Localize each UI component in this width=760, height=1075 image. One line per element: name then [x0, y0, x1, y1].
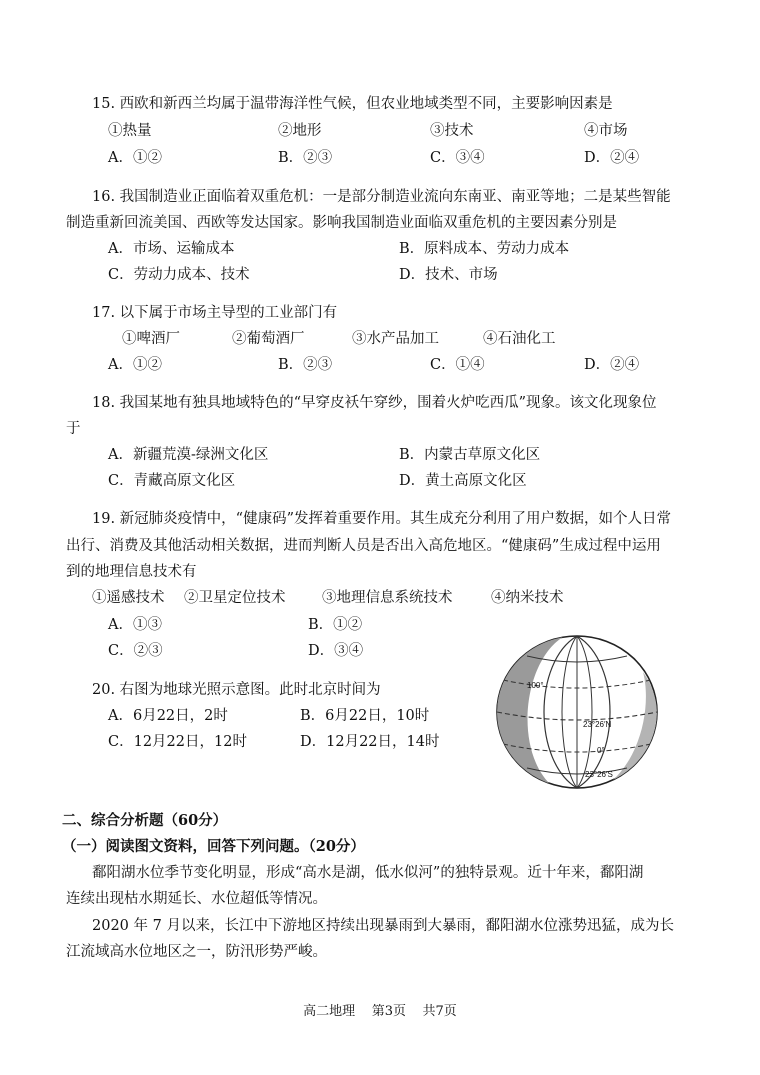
q16-stem-line1: 16. 我国制造业正面临着双重危机：一是部分制造业流向东南亚、南亚等地；二是某些智能 [92, 189, 671, 205]
passage-p1-line2: 连续出现枯水期延长、水位超低等情况。 [66, 891, 327, 907]
page-footer [0, 1000, 760, 1019]
passage-p2-line1: 2020 年 7 月以来，长江中下游地区持续出现暴雨到大暴雨，鄱阳湖水位涨势迅猛，成为长 [92, 918, 674, 934]
section2-title: 二、综合分析题（60分） [62, 812, 228, 829]
q15-stem: 15. 西欧和新西兰均属于温带海洋性气候，但农业地域类型不同，主要影响因素是 [92, 96, 613, 112]
passage-p1-line1: 鄱阳湖水位季节变化明显，形成“高水是湖，低水似河”的独特景观。近十年来，鄱阳湖 [92, 865, 644, 881]
earth-illumination-diagram [493, 632, 663, 792]
tropic-of-cancer-label: 23°26′N [583, 720, 612, 729]
q16-stem-line2: 制造重新回流美国、西欧等发达国家。影响我国制造业面临双重危机的主要因素分别是 [66, 215, 617, 231]
q17-item-1: ①啤酒厂 [122, 331, 180, 347]
q15-item-1: ①热量 [108, 123, 152, 139]
q20-option-b: B．6月22日，10时 [300, 708, 430, 724]
equator-label: 0° [597, 746, 605, 755]
q17-option-b: B．②③ [278, 357, 333, 373]
q15-item-4: ④市场 [584, 123, 628, 139]
q16-option-c: C．劳动力成本、技术 [108, 267, 250, 283]
q17-stem: 17. 以下属于市场主导型的工业部门有 [92, 305, 338, 321]
section2-part1-title: （一）阅读图文资料，回答下列问题。（20分） [62, 838, 365, 855]
q16-option-d: D．技术、市场 [399, 267, 498, 283]
q18-option-a: A．新疆荒漠-绿洲文化区 [108, 447, 269, 463]
q19-stem-line2: 出行、消费及其他活动相关数据，进而判断人员是否出入高危地区。“健康码”生成过程中运用 [66, 538, 661, 554]
q18-option-d: D．黄土高原文化区 [399, 473, 527, 489]
q19-item-1: ①遥感技术 [92, 590, 165, 606]
q19-item-2: ②卫星定位技术 [184, 590, 286, 606]
footer-total-pages: 共7页 [422, 1004, 457, 1019]
q19-item-3: ③地理信息系统技术 [322, 590, 453, 606]
q15-item-2: ②地形 [278, 123, 322, 139]
q18-stem-line1: 18. 我国某地有独具地域特色的“早穿皮袄午穿纱，围着火炉吃西瓜”现象。该文化现象位 [92, 395, 657, 411]
q15-option-c: C．③④ [430, 150, 485, 166]
q17-option-a: A．①② [108, 357, 162, 373]
q18-stem-line2: 于 [66, 421, 81, 437]
q20-option-d: D．12月22日，14时 [300, 734, 440, 750]
q20-stem: 20. 右图为地球光照示意图。此时北京时间为 [92, 682, 381, 698]
passage-p2-line2: 江流域高水位地区之一，防汛形势严峻。 [66, 944, 327, 960]
q19-stem-line3: 到的地理信息技术有 [66, 564, 197, 580]
meridian-100-label: 100° [527, 681, 544, 690]
q19-option-c: C．②③ [108, 643, 163, 659]
q19-option-b: B．①② [308, 617, 363, 633]
q18-option-c: C．青藏高原文化区 [108, 473, 236, 489]
q17-item-3: ③水产品加工 [352, 331, 439, 347]
q15-option-d: D．②④ [584, 150, 640, 166]
q15-option-a: A．①② [108, 150, 162, 166]
q18-option-b: B．内蒙古草原文化区 [399, 447, 541, 463]
q19-stem-line1: 19. 新冠肺炎疫情中，“健康码”发挥着重要作用。其生成充分利用了用户数据，如个人日常 [92, 511, 671, 527]
footer-page-number: 第3页 [371, 1004, 406, 1019]
q20-option-c: C．12月22日，12时 [108, 734, 247, 750]
q16-option-b: B．原料成本、劳动力成本 [399, 241, 570, 257]
footer-subject: 高二地理 [303, 1004, 356, 1019]
q19-option-a: A．①③ [108, 617, 162, 633]
q17-item-2: ②葡萄酒厂 [232, 331, 305, 347]
q19-item-4: ④纳米技术 [491, 590, 564, 606]
q20-option-a: A．6月22日，2时 [108, 708, 228, 724]
q15-item-3: ③技术 [430, 123, 474, 139]
tropic-of-capricorn-label: 23°26′S [585, 770, 613, 779]
q17-item-4: ④石油化工 [483, 331, 556, 347]
q19-option-d: D．③④ [308, 643, 364, 659]
q16-option-a: A．市场、运输成本 [108, 241, 235, 257]
q17-option-c: C．①④ [430, 357, 485, 373]
q17-option-d: D．②④ [584, 357, 640, 373]
q15-option-b: B．②③ [278, 150, 333, 166]
